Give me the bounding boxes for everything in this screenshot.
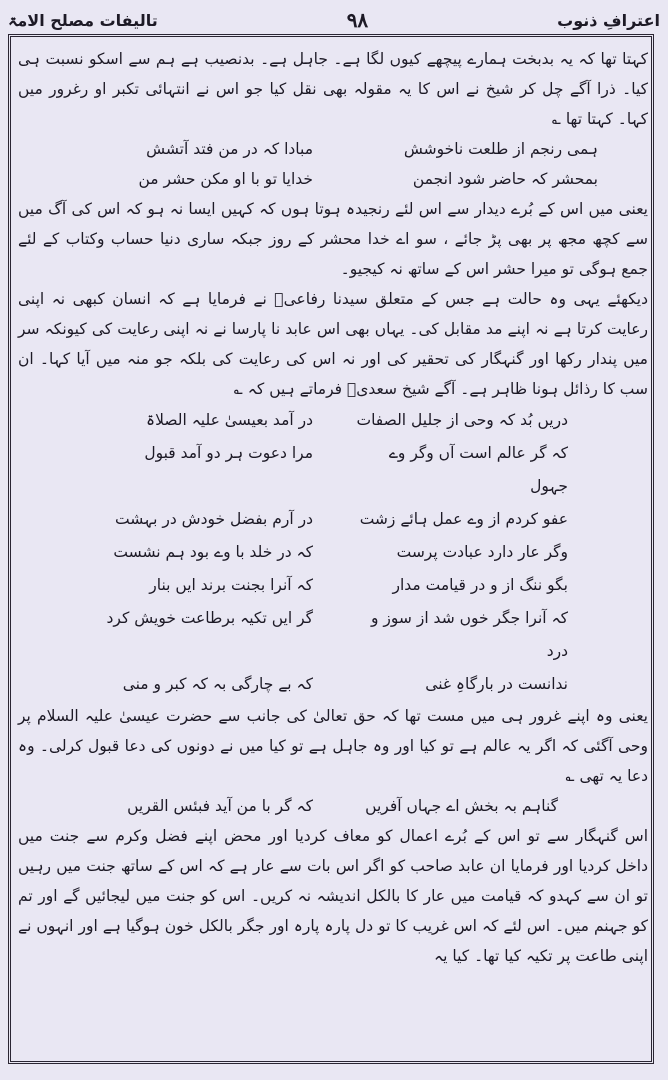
verse-line: بگو ننگ از و در قیامت مدار (392, 576, 568, 594)
verse-line: دریں بُد کہ وحی از جلیل الصفات (356, 411, 568, 429)
verse-line: کہ گر با من آید فبئس القریں (127, 797, 313, 815)
verse-line: گر ایں تکیہ برطاعت خویش کرد (106, 609, 313, 627)
verse-line: مرا دعوت ہر دو آمد قبول (144, 444, 313, 462)
verse-line: ندانست در بارگاہِ غنی (425, 675, 568, 693)
page-number: ۹۸ (346, 8, 369, 32)
paragraph: کہتا تھا کہ یہ بدبخت ہمارے پیچھے کیوں لگا ہے۔ جاہل ہے۔ بدنصیب ہے ہم سے اسکو نسبت ہی کیا۔ ذرا آگے چل کر شیخ نے اس کا یہ مقولہ بھی نقل کیا جو اس نے انتہائی تکبر او رغرور میں کہا۔ کہتا تھا ؎ (18, 50, 648, 128)
verse-block-1 (18, 134, 648, 194)
verse-line: کہ آنرا بجنت برند ایں بنار (149, 576, 313, 594)
page-body (18, 44, 648, 971)
verse-line: بمحشر کہ حاضر شود انجمن (412, 170, 598, 188)
paragraph: اس گنہگار سے تو اس کے بُرے اعمال کو معاف کردیا اور محض اپنے فضل وکرم سے جنت میں داخل کردیا اور فرمایا ان عابد صاحب کو اگر اس بات سے عار ہے کہ اس کے ساتھ جنت میں رہیں تو ان سے کہدو کہ قیامت میں عار کا بالکل اندیشہ نہ کریں۔ اس کو جنت میں لیجائیں گے اور تم کو جہنم میں۔ اس لئے کہ اس غریب کا تو دل پارہ پارہ اور جگر بالکل خون ہوگیا ہے اور انہوں نے اپنی طاعت پر تکیہ کیا تھا۔ کیا یہ (18, 827, 648, 965)
verse-line: کہ بے چارگی بہ کہ کبر و منی (122, 675, 313, 693)
paragraph: یعنی وہ اپنے غرور ہی میں مست تھا کہ حق تعالیٰ کی جانب سے حضرت عیسیٰ علیہ السلام پر وحی آگئی کہ اگر یہ عالم ہے تو کیا اور وہ جاہل ہے تو کیا میں نے دونوں کی دعا قبول کرلی۔ وہ دعا یہ تھی ؎ (18, 707, 648, 785)
verse-line: ہمی رنجم از طلعت ناخوشش (403, 140, 598, 158)
verse-block-2 (18, 404, 648, 701)
verse-line: خدایا تو با او مکن حشر من (138, 170, 313, 188)
page-header (8, 6, 660, 34)
verse-line: کہ آنرا جگر خوں شد از سوز و درد (371, 609, 568, 660)
verse-line: کہ گر عالم است آں وگر وے جہول (388, 444, 568, 495)
paragraph: دیکھئے یہی وہ حالت ہے جس کے متعلق سیدنا رفاعیؒ نے فرمایا ہے کہ انسان کبھی نہ اپنی رعایت کرتا ہے نہ اپنے مد مقابل کی۔ یہاں بھی اس عابد نا پارسا نے نہ اپنی رعایت کی کیونکہ سر میں پندار رکھا اور گنہگار کی تحقیر کی اور نہ اس کی رعایت کی بلکہ جو منہ میں آیا کہا۔ ان سب کا رذائل ہونا ظاہر ہے۔ آگے شیخ سعدیؒ فرماتے ہیں کہ ؎ (18, 290, 648, 398)
verse-line: مبادا کہ در من فتد آتشش (146, 140, 313, 158)
verse-line: وگر عار دارد عبادت پرست (396, 543, 568, 561)
verse-line: گناہم بہ بخش اے جہاں آفریں (365, 797, 558, 815)
verse-line: عفو کردم از وے عمل ہائے زشت (359, 510, 568, 528)
header-right-title: اعترافِ ذنوب (557, 10, 660, 30)
verse-line: در آمد بعیسیٰ علیہ الصلاۃ (146, 411, 313, 429)
paragraph: یعنی میں اس کے بُرے دیدار سے اس لئے رنجیدہ ہوتا ہوں کہ کہیں ایسا نہ ہو کہ اس کی آگ میں سے کچھ مجھ پر بھی پڑ جائے ، سو اے خدا محشر کے روز جبکہ ساری دنیا حساب وکتاب کے لئے جمع ہوگی تو میرا حشر اس کے ساتھ نہ کیجیو۔ (18, 200, 648, 278)
verse-block-3 (18, 791, 648, 821)
verse-line: کہ در خلد با وے بود ہم نشست (113, 543, 313, 561)
verse-line: در آرم بفضل خودش در بہشت (115, 510, 313, 528)
header-left-title: تالیفات مصلح الامۃ (8, 10, 158, 30)
